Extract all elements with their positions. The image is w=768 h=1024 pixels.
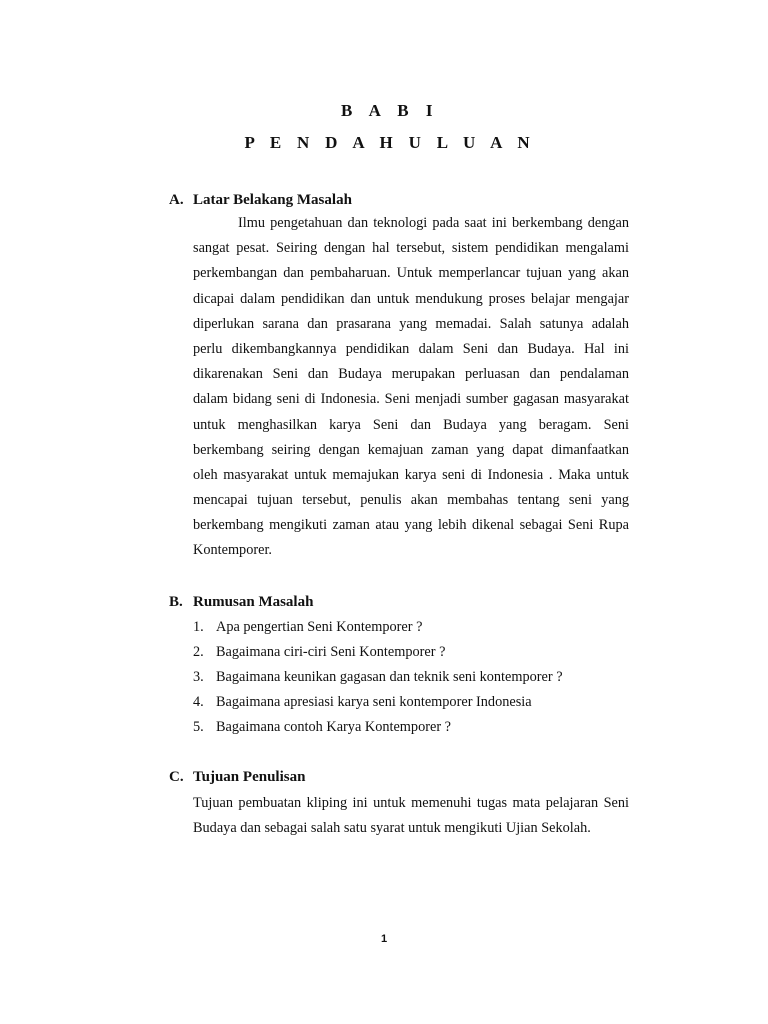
- paragraph-line: mencapai tujuan tersebut, penulis akan membahas tentang seni yang: [193, 492, 629, 509]
- list-item-number: 1.: [193, 619, 204, 635]
- list-item: [193, 665, 633, 690]
- section-c-letter: C.: [169, 769, 184, 785]
- section-a-paragraph: [193, 211, 629, 564]
- paragraph-line: untuk menghasilkan karya Seni dan Budaya yang beragam. Seni: [193, 416, 629, 433]
- list-item-text: Bagaimana ciri-ciri Seni Kontemporer ?: [216, 644, 446, 661]
- list-item: [193, 615, 633, 640]
- section-a-letter: A.: [169, 192, 184, 208]
- paragraph-line: sangat pesat. Seiring dengan hal tersebut, sistem pendidikan mengalami: [193, 240, 629, 257]
- list-item-text: Bagaimana apresiasi karya seni kontemporer Indonesia: [216, 694, 532, 711]
- paragraph-line: perkembangan dan pembaharuan. Untuk memperlancar tujuan yang akan: [193, 265, 629, 282]
- section-c-heading: [169, 769, 305, 786]
- problem-list: [193, 615, 633, 740]
- section-a-heading: [169, 192, 352, 209]
- paragraph-line: Tujuan pembuatan kliping ini untuk memenuhi tugas mata pelajaran Seni: [193, 795, 629, 811]
- paragraph-line: perlu dikembangkannya pendidikan dalam Seni dan Budaya. Hal ini: [193, 340, 629, 357]
- chapter-title: P E N D A H U L U A N: [244, 133, 536, 152]
- paragraph-line: dalam bidang seni di Indonesia. Seni menjadi sumber gagasan masyarakat: [193, 391, 629, 408]
- list-item-number: 3.: [193, 669, 204, 686]
- chapter-number: B A B I: [341, 101, 439, 120]
- list-item-text: Apa pengertian Seni Kontemporer ?: [216, 619, 423, 635]
- paragraph-line: oleh masyarakat untuk memajukan karya seni di Indonesia . Maka untuk: [193, 466, 629, 483]
- paragraph-line: Kontemporer.: [193, 542, 273, 559]
- section-b-letter: B.: [169, 594, 183, 610]
- section-a-title: Latar Belakang Masalah: [193, 192, 352, 208]
- paragraph-line: berkembang mengikuti zaman atau yang lebih dikenal sebagai Seni Rupa: [193, 517, 629, 534]
- section-b-heading: [169, 594, 313, 611]
- list-item-number: 4.: [193, 694, 204, 711]
- section-c-title: Tujuan Penulisan: [193, 769, 306, 785]
- list-item: [193, 715, 633, 740]
- paragraph-line: dicapai dalam pendidikan dan untuk mendukung proses belajar mengajar: [193, 290, 629, 307]
- list-item-number: 2.: [193, 644, 204, 661]
- paragraph-line: dikarenakan Seni dan Budaya merupakan perluasan dan pendalaman: [193, 366, 629, 383]
- list-item: [193, 640, 633, 665]
- list-item-text: Bagaimana keunikan gagasan dan teknik seni kontemporer ?: [216, 669, 563, 686]
- paragraph-line: berkembang seiring dengan kemajuan zaman yang dapat dimanfaatkan: [193, 441, 629, 458]
- paragraph-line: Budaya dan sebagai salah satu syarat untuk mengikuti Ujian Sekolah.: [193, 820, 591, 837]
- page-number: 1: [380, 933, 388, 945]
- paragraph-line: Ilmu pengetahuan dan teknologi pada saat ini berkembang dengan: [238, 215, 629, 231]
- list-item-number: 5.: [193, 719, 204, 736]
- section-b-title: Rumusan Masalah: [193, 594, 314, 610]
- section-c-paragraph: [193, 791, 629, 841]
- list-item: [193, 690, 633, 715]
- paragraph-line: diperlukan sarana dan prasarana yang memadai. Salah satunya adalah: [193, 315, 629, 332]
- list-item-text: Bagaimana contoh Karya Kontemporer ?: [216, 719, 452, 736]
